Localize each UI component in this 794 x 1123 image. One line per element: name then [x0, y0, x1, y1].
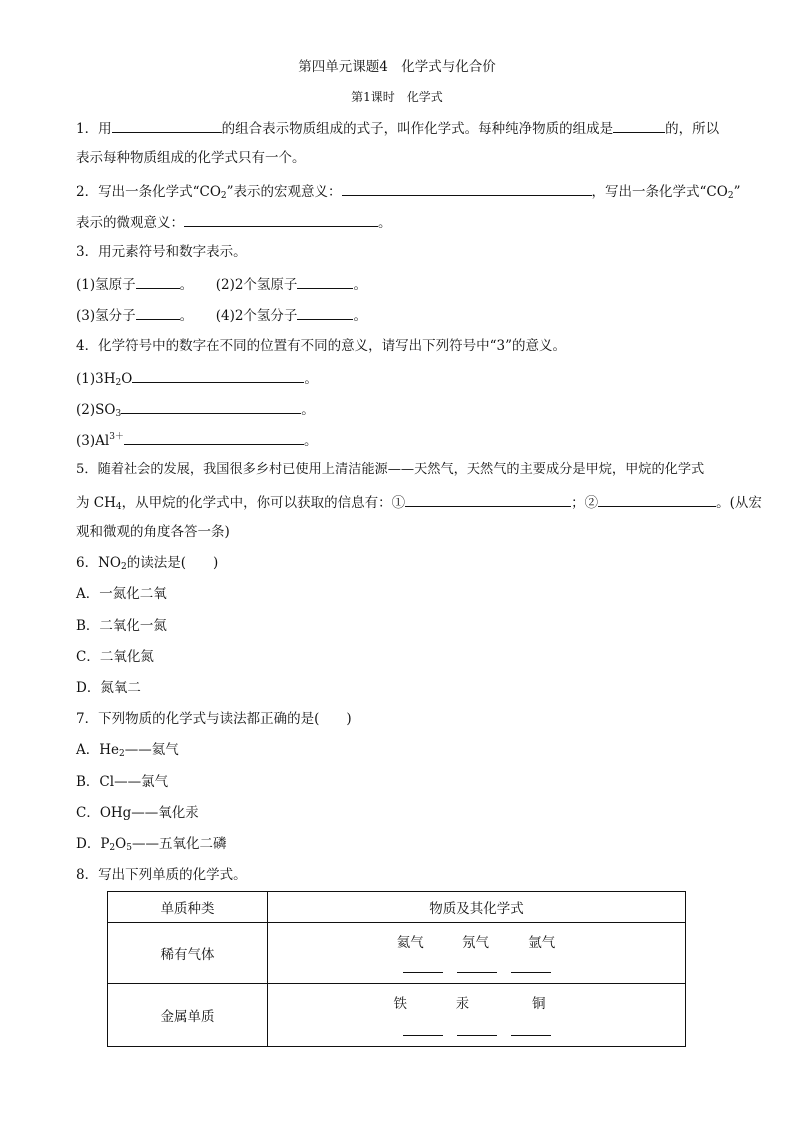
answer-blank[interactable]: [457, 1034, 497, 1036]
question-1-line-1: 1．用 的组合表示物质组成的式子，叫作化学式。每种纯净物质的组成是 的，所以: [76, 118, 719, 138]
question-1-line-2: 表示每种物质组成的化学式只有一个。: [76, 150, 306, 166]
substance-name: 氖气: [462, 935, 489, 951]
answer-blank[interactable]: [121, 399, 301, 414]
substance-name: 氦气: [396, 935, 424, 951]
question-8-stem: 8．写出下列单质的化学式。: [76, 867, 247, 883]
question-4-item-1: $(1)3H_2O$ 。: [76, 368, 318, 388]
answer-blank[interactable]: [136, 274, 180, 289]
answer-blank[interactable]: [342, 181, 592, 196]
answer-blank[interactable]: [112, 118, 222, 133]
question-6-option-d[interactable]: D．氮氧二: [76, 680, 141, 696]
answer-blank[interactable]: [132, 368, 304, 383]
question-7-stem: 7．下列物质的化学式与读法都正确的是( ): [76, 711, 352, 727]
answer-blank[interactable]: [403, 971, 443, 973]
substance-name: 铜: [532, 996, 546, 1012]
answer-blank[interactable]: [405, 492, 571, 507]
table-header-formula: 物质及其化学式: [268, 892, 686, 923]
question-6-stem: 6．$NO_2$的读法是( ): [76, 555, 219, 572]
answer-blank[interactable]: [511, 1034, 551, 1036]
question-7-option-b[interactable]: B．Cl——氯气: [76, 774, 169, 790]
table-cell-metal: [268, 984, 686, 1047]
answer-blank[interactable]: [598, 492, 716, 507]
question-3-row-2: (3)氢分子 。 (4)2个氢分子 。: [76, 305, 367, 325]
table-row-label-noble-gas: 稀有气体: [108, 923, 268, 984]
answer-blank[interactable]: [184, 212, 378, 227]
table-cell-noble-gas: [268, 923, 686, 984]
question-3-row-1: (1)氢原子 。 (2)2个氢原子 。: [76, 274, 367, 294]
question-7-option-a[interactable]: A．$He_2——$氦气: [76, 742, 179, 759]
question-5-line-1: 5．随着社会的发展，我国很多乡村已使用上清洁能源——天然气，天然气的主要成分是甲烷，甲烷的化学式: [76, 462, 705, 477]
answer-blank[interactable]: [403, 1034, 443, 1036]
question-7-option-d[interactable]: D．$P_2O_5——$五氧化二磷: [76, 836, 227, 853]
page-title: 第四单元课题4 化学式与化合价: [298, 59, 496, 75]
question-4-item-2: $(2)SO_3$ 。: [76, 399, 315, 419]
table-header-type: 单质种类: [108, 892, 268, 923]
element-formula-table: [107, 891, 686, 1047]
table-row-label-metal: 金属单质: [108, 984, 268, 1047]
answer-blank[interactable]: [136, 305, 180, 320]
question-6-option-c[interactable]: C．二氧化氮: [76, 649, 154, 665]
answer-blank[interactable]: [613, 118, 665, 133]
question-4-stem: 4．化学符号中的数字在不同的位置有不同的意义，请写出下列符号中“3”的意义。: [76, 338, 566, 354]
question-2-line-1: 2．写出一条化学式“$CO_2$”表示的宏观意义： ，写出一条化学式“$CO_2$”: [76, 181, 740, 201]
question-3-stem: 3．用元素符号和数字表示。: [76, 244, 247, 260]
substance-name: 铁: [393, 996, 407, 1012]
answer-blank[interactable]: [124, 430, 304, 445]
answer-blank[interactable]: [297, 305, 353, 320]
question-7-option-c[interactable]: C．OHg——氧化汞: [76, 805, 199, 821]
answer-blank[interactable]: [457, 971, 497, 973]
question-6-option-a[interactable]: A．一氮化二氧: [76, 586, 167, 602]
question-4-item-3: $(3)Al^{3+}$ 。: [76, 432, 318, 449]
page-subtitle: 第1课时 化学式: [351, 90, 443, 104]
substance-name: 汞: [455, 996, 470, 1012]
substance-name: 氩气: [528, 935, 556, 951]
answer-blank[interactable]: [297, 274, 353, 289]
question-5-line-3: 观和微观的角度各答一条): [76, 524, 230, 540]
question-6-option-b[interactable]: B．二氧化一氮: [76, 618, 167, 634]
question-5-line-2: 为 $CH_4$，从甲烷的化学式中，你可以获取的信息有：① ；② 。(从宏: [76, 492, 762, 512]
answer-blank[interactable]: [511, 971, 551, 973]
question-2-line-2: 表示的微观意义： 。: [76, 212, 392, 232]
